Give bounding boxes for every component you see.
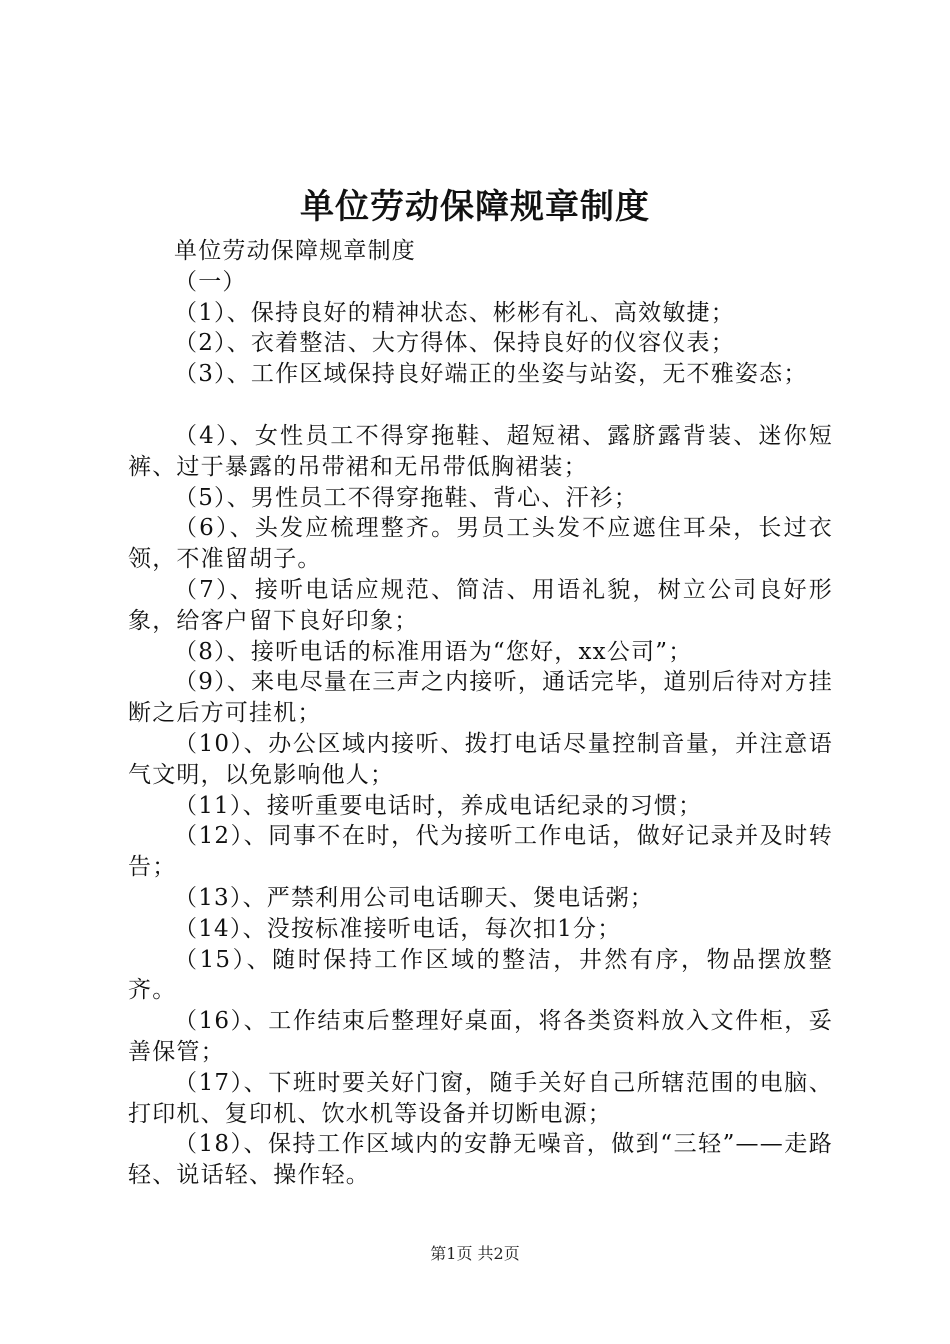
paragraph-item-5: （5）、男性员工不得穿拖鞋、背心、汗衫； [174, 484, 639, 511]
paragraph-item-3: （3）、工作区域保持良好端正的坐姿与站姿，无不雅姿态； [174, 361, 808, 388]
paragraph-item-10: （10）、办公区域内接听、拨打电话尽量控制音量，并注意语气文明，以免影响他人； [128, 730, 833, 788]
paragraph-spacer [128, 390, 833, 421]
paragraph-item-8: （8）、接听电话的标准用语为“您好，xx公司”； [174, 638, 693, 665]
paragraph-item-16: （16）、工作结束后整理好桌面，将各类资料放入文件柜，妥善保管； [128, 1008, 833, 1065]
paragraph-item-13: （13）、严禁利用公司电话聊天、煲电话粥； [174, 884, 654, 911]
paragraph-item-7: （7）、接听电话应规范、简洁、用语礼貌，树立公司良好形象，给客户留下良好印象； [128, 576, 833, 634]
paragraph-item-17: （17）、下班时要关好门窗，随手关好自己所辖范围的电脑、打印机、复印机、饮水机等设备并切断电源； [128, 1069, 833, 1127]
paragraph-item-9: （9）、来电尽量在三声之内接听，通话完毕，道别后待对方挂断之后方可挂机； [128, 669, 833, 727]
paragraph-item-1: （1）、保持良好的精神状态、彬彬有礼、高效敏捷； [174, 299, 735, 326]
paragraph-item-14: （14）、没按标准接听电话，每次扣1分； [174, 915, 622, 942]
paragraph-item-6: （6）、头发应梳理整齐。男员工头发不应遮住耳朵，长过衣领，不准留胡子。 [128, 515, 833, 573]
page-indicator: 第1页 共2页 [430, 1244, 520, 1263]
paragraph-item-4: （4）、女性员工不得穿拖鞋、超短裙、露脐露背装、迷你短裤、过于暴露的吊带裙和无吊带低胸裙装； [128, 422, 833, 480]
paragraph-heading: 单位劳动保障规章制度 [174, 238, 416, 264]
paragraph-item-2: （2）、衣着整洁、大方得体、保持良好的仪容仪表； [174, 330, 735, 357]
paragraph-item-18: （18）、保持工作区域内的安静无噪音，做到“三轻”——走路轻、说话轻、操作轻。 [128, 1131, 833, 1189]
paragraph-section-number: （一） [174, 268, 247, 295]
document-title: 单位劳动保障规章制度 [300, 187, 650, 227]
document-body [128, 236, 833, 1191]
page-footer [0, 1243, 950, 1265]
paragraph-item-11: （11）、接听重要电话时，养成电话纪录的习惯； [174, 792, 703, 819]
paragraph-item-12: （12）、同事不在时，代为接听工作电话，做好记录并及时转告； [128, 823, 833, 881]
paragraph-item-15: （15）、随时保持工作区域的整洁，井然有序，物品摆放整齐。 [128, 946, 833, 1004]
